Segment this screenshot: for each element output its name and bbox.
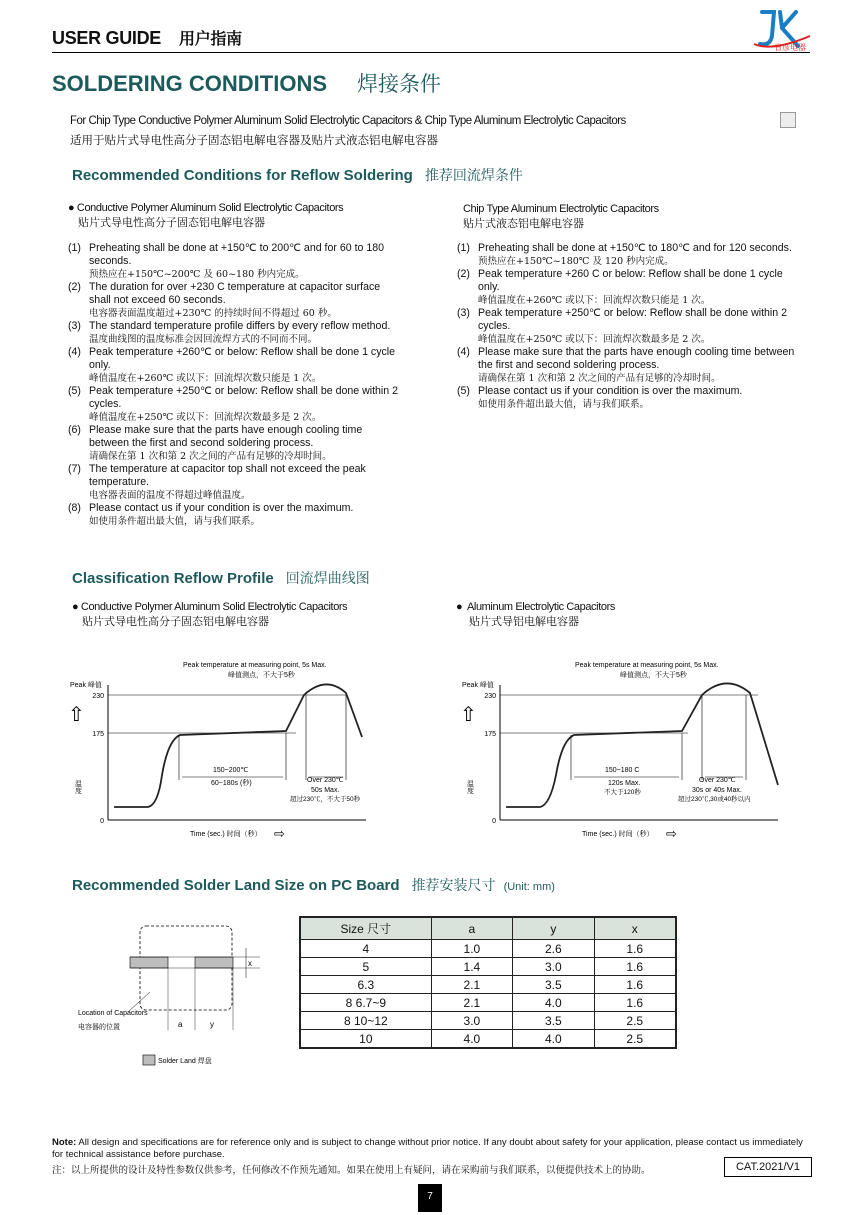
condition-text: Please make sure that the parts have enough cooling time between the first and second soldering process. xyxy=(89,424,363,449)
condition-number: (6) xyxy=(68,424,81,436)
table-cell: 1.6 xyxy=(594,940,676,958)
condition-number: (3) xyxy=(457,307,470,319)
scope-en: For Chip Type Conductive Polymer Aluminum Solid Electrolytic Capacitors & Chip Type Aluminum Electrolytic Capacitors xyxy=(70,115,626,127)
reflow-right-title-cn: 贴片式液态铝电解电容器 xyxy=(463,217,584,230)
condition-item xyxy=(68,242,398,281)
condition-item xyxy=(457,268,797,307)
table-cell: 1.0 xyxy=(431,940,512,958)
preheat-cn: 不大于120秒 xyxy=(604,789,641,796)
condition-number: (2) xyxy=(68,281,81,293)
condition-text: Peak temperature +250℃ or below: Reflow shall be done within 2 cycles. xyxy=(89,385,398,410)
table-row xyxy=(300,976,676,994)
footer-note xyxy=(52,1137,812,1161)
profile-heading-cn: 回流焊曲线图 xyxy=(285,571,370,587)
table-cell: 2.1 xyxy=(431,976,512,994)
table-row xyxy=(300,1030,676,1049)
condition-item xyxy=(68,463,398,502)
profile-left-title: ● Conductive Polymer Aluminum Solid Electrolytic Capacitors 贴片式导电性高分子固态铝电解电容器 xyxy=(72,601,348,628)
y-axis-label: 温度 xyxy=(466,780,474,794)
condition-text-cn: 请确保在第 1 次和第 2 次之间的产品有足够的冷却时间。 xyxy=(478,373,721,384)
table-cell: 1.4 xyxy=(431,958,512,976)
tick-label: 0 xyxy=(492,818,496,825)
peak-note: Peak temperature at measuring point, 5s Max. xyxy=(575,662,719,669)
column-header: Size 尺寸 xyxy=(300,917,431,940)
condition-item xyxy=(68,424,398,463)
location-label: Location of Capacitors xyxy=(78,1010,148,1017)
condition-item xyxy=(68,346,398,385)
condition-item xyxy=(68,502,398,528)
tick-label: 0 xyxy=(100,818,104,825)
table-cell: 4.0 xyxy=(513,994,594,1012)
reflow-left-title-cn: 贴片式导电性高分子固态铝电解电容器 xyxy=(78,216,265,229)
legend-label: Solder Land 焊盘 xyxy=(158,1058,212,1065)
header-title-cn: 用户指南 xyxy=(179,29,242,48)
label-a: a xyxy=(178,1020,183,1029)
reflow-right-list xyxy=(457,242,797,411)
table-cell: 3.5 xyxy=(513,976,594,994)
table-row xyxy=(300,1012,676,1030)
over-cn: 超过230℃,30或40秒以内 xyxy=(678,796,751,803)
condition-item xyxy=(457,307,797,346)
profile-right-title: ● Aluminum Electrolytic Capacitors 贴片式导铝电解电容器 xyxy=(456,601,615,628)
table-cell: 1.6 xyxy=(594,958,676,976)
condition-number: (3) xyxy=(68,320,81,332)
condition-text: Please make sure that the parts have enough cooling time between the first and second soldering process. xyxy=(478,346,795,371)
table-cell: 5 xyxy=(300,958,431,976)
table-row xyxy=(300,994,676,1012)
condition-number: (4) xyxy=(68,346,81,358)
condition-text: Peak temperature +260℃ or below: Reflow shall be done 1 cycle only. xyxy=(89,346,396,371)
condition-text-cn: 如使用条件超出最大值，请与我们联系。 xyxy=(89,516,261,527)
preheat-time: 120s Max. xyxy=(608,780,641,787)
condition-text-cn: 请确保在第 1 次和第 2 次之间的产品有足够的冷却时间。 xyxy=(89,451,332,462)
condition-text: Please contact us if your condition is over the maximum. xyxy=(89,502,354,514)
right-arrow-icon: ⇨ xyxy=(666,826,677,841)
table-cell: 2.5 xyxy=(594,1030,676,1049)
header-divider xyxy=(52,52,810,53)
reflow-heading-cn: 推荐回流焊条件 xyxy=(424,168,523,184)
tick-label: 175 xyxy=(92,731,104,738)
condition-number: (7) xyxy=(68,463,81,475)
condition-number: (1) xyxy=(68,242,81,254)
y-axis-label: 温度 xyxy=(74,780,82,794)
x-axis-label: Time (sec.) 时间（秒） xyxy=(190,831,262,838)
condition-text: Preheating shall be done at +150℃ to 180℃ and for 120 seconds. xyxy=(478,242,792,254)
table-cell: 8 6.7~9 xyxy=(300,994,431,1012)
land-size-table xyxy=(299,916,677,1049)
land-unit: (Unit: mm) xyxy=(503,881,555,893)
table-row xyxy=(300,940,676,958)
peak-note-cn: 峰值测点，不大于5秒 xyxy=(228,672,295,679)
profile-chart-left xyxy=(66,655,396,845)
condition-text-cn: 预热应在+150℃~180℃ 及 120 秒内完成。 xyxy=(478,256,674,267)
column-header: y xyxy=(513,917,594,940)
preheat-label: 150~180 C xyxy=(605,767,640,774)
tick-label: 230 xyxy=(92,693,104,700)
print-icon[interactable] xyxy=(780,112,796,128)
table-cell: 4.0 xyxy=(513,1030,594,1049)
reflow-left-list xyxy=(68,242,398,528)
condition-text-cn: 峰值温度在+260℃ 或以下：回流焊次数只能是 1 次。 xyxy=(478,295,711,306)
table-cell: 4.0 xyxy=(431,1030,512,1049)
condition-item xyxy=(457,346,797,385)
profile-right-title-cn: 贴片式导铝电解电容器 xyxy=(469,615,579,628)
table-cell: 3.0 xyxy=(431,1012,512,1030)
over-time: 50s Max. xyxy=(311,787,340,794)
x-axis-label: Time (sec.) 时间（秒） xyxy=(582,831,654,838)
tick-label: 230 xyxy=(484,693,496,700)
bullet-icon: ● xyxy=(456,601,463,613)
up-arrow-icon: ⇧ xyxy=(460,704,477,726)
condition-text-cn: 电容器表面的温度不得超过峰值温度。 xyxy=(89,490,251,501)
table-cell: 6.3 xyxy=(300,976,431,994)
legend-swatch xyxy=(143,1055,155,1065)
table-cell: 3.0 xyxy=(513,958,594,976)
condition-text: The duration for over +230 C temperature at capacitor surface shall not exceed 60 seconds. xyxy=(89,281,381,306)
condition-number: (4) xyxy=(457,346,470,358)
preheat-label: 150~200℃ xyxy=(213,767,249,774)
page-number: 7 xyxy=(418,1184,442,1212)
condition-item xyxy=(68,320,398,346)
land-heading-cn: 推荐安装尺寸 xyxy=(411,878,496,894)
condition-text-cn: 如使用条件超出最大值，请与我们联系。 xyxy=(478,399,650,410)
solder-land-pad xyxy=(195,957,233,968)
over-cn: 超过230℃，不大于50秒 xyxy=(290,796,361,803)
profile-left-title-cn: 贴片式导电性高分子固态铝电解电容器 xyxy=(82,615,269,628)
table-cell: 2.1 xyxy=(431,994,512,1012)
company-logo xyxy=(752,6,812,52)
condition-text: The standard temperature profile differs by every reflow method. xyxy=(89,320,391,332)
condition-text: Please contact us if your condition is over the maximum. xyxy=(478,385,743,397)
condition-number: (5) xyxy=(457,385,470,397)
condition-item xyxy=(68,385,398,424)
condition-number: (5) xyxy=(68,385,81,397)
condition-item xyxy=(68,281,398,320)
table-cell: 2.5 xyxy=(594,1012,676,1030)
bullet-icon: ● xyxy=(72,601,79,613)
peak-note: Peak temperature at measuring point, 5s Max. xyxy=(183,662,327,669)
footer-note-cn: 注：以上所提供的设计及特性参数仅供参考，任何修改不作预先通知。如果在使用上有疑问，请在采购前与我们联系，以便提供技术上的协助。 xyxy=(52,1165,651,1176)
label-y: y xyxy=(210,1020,214,1029)
right-arrow-icon: ⇨ xyxy=(274,826,285,841)
condition-text: Preheating shall be done at +150℃ to 200℃ and for 60 to 180 seconds. xyxy=(89,242,385,267)
table-cell: 8 10~12 xyxy=(300,1012,431,1030)
note-text: All design and specifications are for reference only and is subject to change without prior notice. If any doubt about safety for your application, please contact us immediately for technical assistance before purchase. xyxy=(52,1137,803,1160)
over-time: 30s or 40s Max. xyxy=(692,787,742,794)
pointer-line xyxy=(128,992,150,1012)
section-title-cn: 焊接条件 xyxy=(357,72,442,96)
reflow-left-title: ● Conductive Polymer Aluminum Solid Electrolytic Capacitors 贴片式导电性高分子固态铝电解电容器 xyxy=(68,202,344,229)
table-cell: 1.6 xyxy=(594,994,676,1012)
catalog-badge: CAT.2021/V1 xyxy=(724,1157,812,1177)
table-cell: 2.6 xyxy=(513,940,594,958)
condition-text-cn: 峰值温度在+250℃ 或以下：回流焊次数最多是 2 次。 xyxy=(89,412,322,423)
condition-text: The temperature at capacitor top shall not exceed the peak temperature. xyxy=(89,463,366,488)
condition-text-cn: 峰值温度在+260℃ 或以下：回流焊次数只能是 1 次。 xyxy=(89,373,322,384)
location-cn: 电容器的位置 xyxy=(78,1024,120,1031)
table-cell: 4 xyxy=(300,940,431,958)
peak-label: Peak 峰值 xyxy=(70,682,102,689)
column-header: x xyxy=(594,917,676,940)
over-label: Over 230℃ xyxy=(699,777,736,784)
column-header: a xyxy=(431,917,512,940)
condition-text: Peak temperature +260 C or below: Reflow shall be done 1 cycle only. xyxy=(478,268,783,293)
profile-chart-right xyxy=(458,655,788,845)
scope-cn: 适用于贴片式导电性高分子固态铝电解电容器及贴片式液态铝电解电容器 xyxy=(70,133,438,147)
solder-land-diagram xyxy=(70,912,290,1072)
condition-text-cn: 电容器表面温度超过+230℃ 的持续时间不得超过 60 秒。 xyxy=(89,308,337,319)
condition-item xyxy=(457,242,797,268)
logo-cn: 省彦电器 xyxy=(774,43,806,52)
peak-note-cn: 峰值测点，不大于5秒 xyxy=(620,672,687,679)
condition-number: (2) xyxy=(457,268,470,280)
condition-text: Peak temperature +250℃ or below: Reflow shall be done within 2 cycles. xyxy=(478,307,787,332)
preheat-time: 60~180s (秒) xyxy=(211,780,252,787)
condition-number: (1) xyxy=(457,242,470,254)
table-cell: 3.5 xyxy=(513,1012,594,1030)
condition-item xyxy=(457,385,797,411)
up-arrow-icon: ⇧ xyxy=(68,704,85,726)
note-label: Note: xyxy=(52,1137,77,1148)
section-title: SOLDERING CONDITIONS 焊接条件 xyxy=(52,71,442,96)
solder-land-pad xyxy=(130,957,168,968)
label-x: x xyxy=(248,959,252,968)
reflow-right-title: Chip Type Aluminum Electrolytic Capacitors 贴片式液态铝电解电容器 xyxy=(463,203,659,230)
table-cell: 1.6 xyxy=(594,976,676,994)
table-header-row xyxy=(300,917,676,940)
table-row xyxy=(300,958,676,976)
peak-label: Peak 峰值 xyxy=(462,682,494,689)
over-label: Over 230℃ xyxy=(307,777,344,784)
bullet-icon: ● xyxy=(68,202,75,214)
header-title: USER GUIDE 用户指南 xyxy=(52,28,242,48)
condition-number: (8) xyxy=(68,502,81,514)
profile-heading: Classification Reflow Profile 回流焊曲线图 xyxy=(72,570,370,587)
condition-text-cn: 峰值温度在+250℃ 或以下：回流焊次数最多是 2 次。 xyxy=(478,334,711,345)
tick-label: 175 xyxy=(484,731,496,738)
land-heading: Recommended Solder Land Size on PC Board 推荐安装尺寸 (Unit: mm) xyxy=(72,877,555,894)
condition-text-cn: 温度曲线图的温度标准会因回流焊方式的不同而不同。 xyxy=(89,334,318,345)
table-cell: 10 xyxy=(300,1030,431,1049)
reflow-heading: Recommended Conditions for Reflow Soldering 推荐回流焊条件 xyxy=(72,167,523,184)
condition-text-cn: 预热应在+150℃~200℃ 及 60~180 秒内完成。 xyxy=(89,269,305,280)
